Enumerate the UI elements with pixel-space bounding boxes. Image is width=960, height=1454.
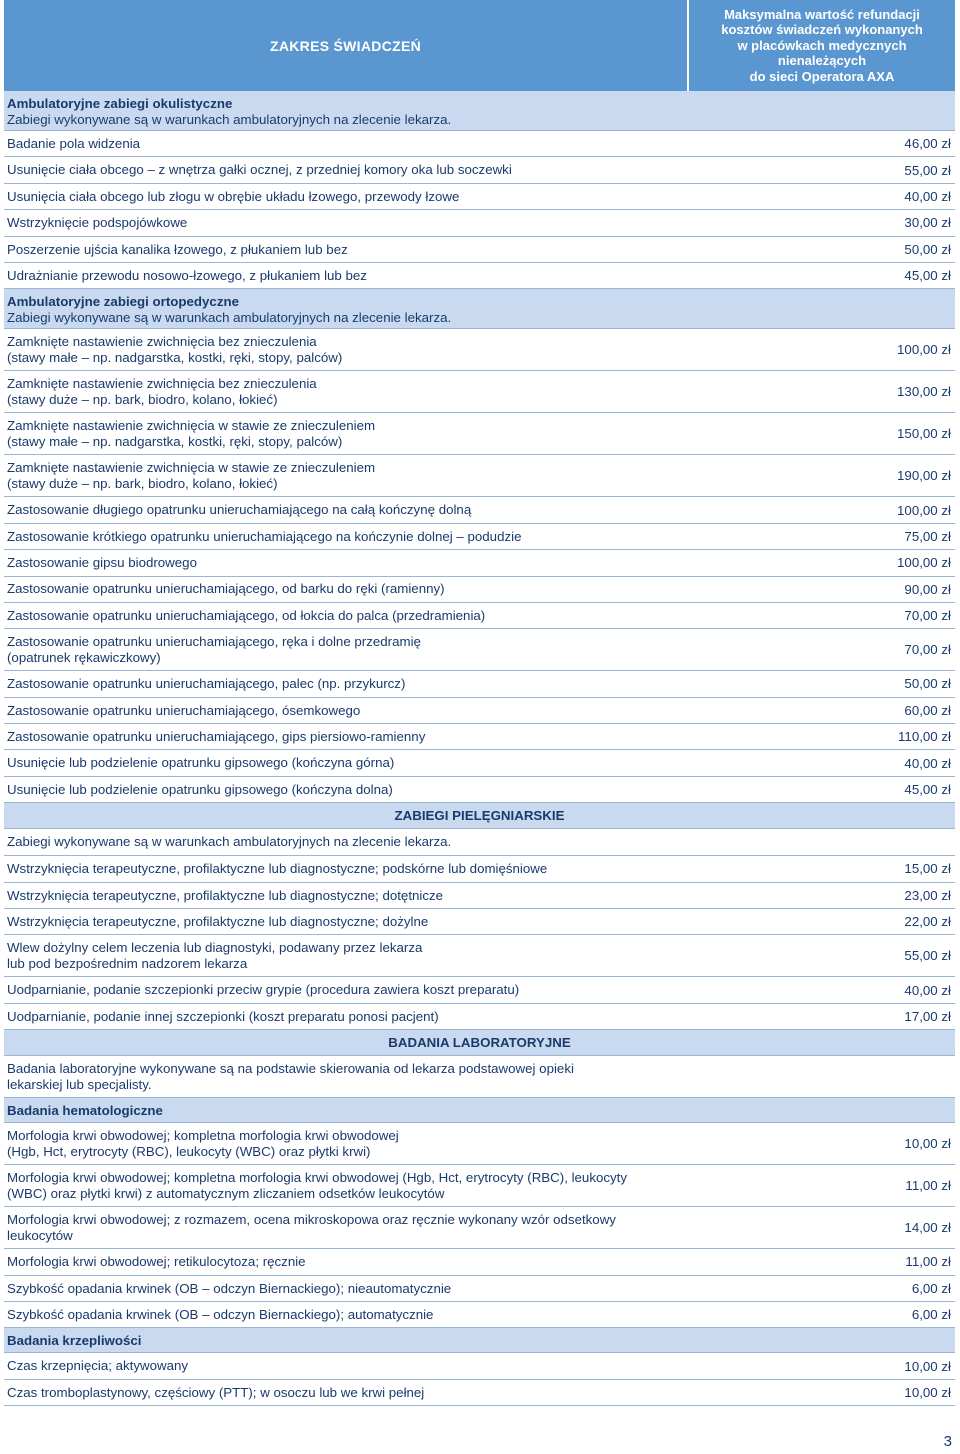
table-header xyxy=(4,0,955,91)
row-name: Usunięcie ciała obcego – z wnętrza gałki ocznej, z przedniej komory oka lub soczewki xyxy=(7,162,512,178)
table-row xyxy=(4,909,955,935)
row-price: 40,00 zł xyxy=(904,755,951,771)
row-name: Zamknięte nastawienie zwichnięcia w stawie ze znieczuleniem (stawy duże – np. bark, biodro, kolano, łokieć) xyxy=(7,460,376,491)
row-price: 70,00 zł xyxy=(904,642,951,658)
table-row xyxy=(4,497,955,523)
row-name: Usunięcia ciała obcego lub złogu w obrębie układu łzowego, przewody łzowe xyxy=(7,188,460,204)
subheader-hematologiczne: Badania hematologiczne xyxy=(4,1098,955,1123)
row-name: Zastosowanie długiego opatrunku unieruchamiającego na całą kończynę dolną xyxy=(7,502,472,518)
row-name: Czas krzepnięcia; aktywowany xyxy=(7,1358,189,1374)
row-name: Uodparnianie, podanie innej szczepionki (koszt preparatu ponosi pacjent) xyxy=(7,1008,439,1024)
table-row xyxy=(4,856,955,882)
page-number: 3 xyxy=(943,1433,952,1450)
row-name: Czas tromboplastynowy, częściowy (PTT); w osoczu lub we krwi pełnej xyxy=(7,1384,425,1400)
row-name: Badanie pola widzenia xyxy=(7,135,141,151)
table-row xyxy=(4,1380,955,1406)
row-price: 46,00 zł xyxy=(904,136,951,152)
header-right-title: Maksymalna wartość refundacji kosztów świadczeń wykonanych w placówkach medycznych nienależących do sieci Operatora AXA xyxy=(689,0,955,91)
row-name: Poszerzenie ujścia kanalika łzowego, z płukaniem lub bez xyxy=(7,241,348,257)
table-row xyxy=(4,371,955,413)
table-row xyxy=(4,629,955,671)
row-name: Morfologia krwi obwodowej; kompletna morfologia krwi obwodowej (Hgb, Hct, erytrocyty (RBC), leukocyty (WBC) oraz płytki krwi) z automatycznym zliczaniem odsetków leukocytów xyxy=(7,1170,628,1201)
row-name: Wstrzyknięcie podspojówkowe xyxy=(7,215,188,231)
note-laboratoryjne: Badania laboratoryjne wykonywane są na podstawie skierowania od lekarza podstawowej opieki lekarskiej lub specjalisty. xyxy=(4,1056,955,1098)
row-name: Uodparnianie, podanie szczepionki przeciw grypie (procedura zawiera koszt preparatu) xyxy=(7,982,520,998)
table-row xyxy=(4,1353,955,1379)
table-row xyxy=(4,671,955,697)
row-price: 55,00 zł xyxy=(904,948,951,964)
ortopedyczne-rows xyxy=(4,329,955,803)
okulistyczne-rows xyxy=(4,131,955,289)
table-row xyxy=(4,1004,955,1030)
table-row xyxy=(4,977,955,1003)
row-name: Wstrzyknięcia terapeutyczne, profilaktyczne lub diagnostyczne; dotętnicze xyxy=(7,887,444,903)
table-row xyxy=(4,1123,955,1165)
row-price: 11,00 zł xyxy=(905,1254,951,1270)
row-price: 50,00 zł xyxy=(904,676,951,692)
row-price: 11,00 zł xyxy=(905,1178,951,1194)
row-name: Wlew dożylny celem leczenia lub diagnostyki, podawany przez lekarza lub pod bezpośrednim nadzorem lekarza xyxy=(7,940,423,971)
krzepliwosci-rows xyxy=(4,1353,955,1406)
row-price: 45,00 zł xyxy=(904,268,951,284)
row-name: Usunięcie lub podzielenie opatrunku gipsowego (kończyna dolna) xyxy=(7,781,393,797)
row-price: 22,00 zł xyxy=(904,914,951,930)
row-name: Zastosowanie opatrunku unieruchamiającego, gips piersiowo-ramienny xyxy=(7,729,426,745)
table-row xyxy=(4,724,955,750)
row-price: 70,00 zł xyxy=(904,608,951,624)
row-name: Zastosowanie opatrunku unieruchamiającego, palec (np. przykurcz) xyxy=(7,676,406,692)
row-name: Wstrzyknięcia terapeutyczne, profilaktyczne lub diagnostyczne; dożylne xyxy=(7,913,429,929)
row-name: Wstrzyknięcia terapeutyczne, profilaktyczne lub diagnostyczne; podskórne lub domięśniowe xyxy=(7,861,548,877)
row-name: Zamknięte nastawienie zwichnięcia bez znieczulenia (stawy duże – np. bark, biodro, kolano, łokieć) xyxy=(7,376,317,407)
row-name: Morfologia krwi obwodowej; retikulocytoza; ręcznie xyxy=(7,1254,306,1270)
row-price: 6,00 zł xyxy=(911,1307,951,1323)
table-row xyxy=(4,1207,955,1249)
section-header-okulistyczne: Ambulatoryjne zabiegi okulistyczne Zabiegi wykonywane są w warunkach ambulatoryjnych na zlecenie lekarza. xyxy=(4,91,955,131)
band-laboratoryjne: BADANIA LABORATORYJNE xyxy=(4,1030,955,1056)
row-price: 40,00 zł xyxy=(904,188,951,204)
row-price: 10,00 zł xyxy=(904,1136,951,1152)
table-row xyxy=(4,750,955,776)
table-row xyxy=(4,263,955,289)
note-pielegniarskie: Zabiegi wykonywane są w warunkach ambulatoryjnych na zlecenie lekarza. xyxy=(4,829,955,856)
row-price: 17,00 zł xyxy=(904,1009,951,1024)
row-price: 90,00 zł xyxy=(904,581,951,597)
row-price: 190,00 zł xyxy=(897,468,951,484)
row-price: 130,00 zł xyxy=(897,384,951,400)
table-row xyxy=(4,210,955,236)
table-row xyxy=(4,603,955,629)
row-price: 55,00 zł xyxy=(904,162,951,178)
table-row xyxy=(4,777,955,803)
table-row xyxy=(4,1249,955,1275)
row-name: Zamknięte nastawienie zwichnięcia w stawie ze znieczuleniem (stawy małe – np. nadgarstka, kostki, ręki, stopy, palców) xyxy=(7,418,376,449)
table-row xyxy=(4,935,955,977)
row-price: 100,00 zł xyxy=(897,342,951,358)
row-price: 15,00 zł xyxy=(904,861,951,877)
table-row xyxy=(4,131,955,157)
row-price: 14,00 zł xyxy=(904,1220,951,1236)
table-row xyxy=(4,1165,955,1207)
row-price: 60,00 zł xyxy=(904,702,951,718)
price-table xyxy=(4,0,955,1406)
table-row xyxy=(4,237,955,263)
table-row xyxy=(4,413,955,455)
row-name: Zastosowanie opatrunku unieruchamiającego, od barku do ręki (ramienny) xyxy=(7,581,445,597)
row-name: Zastosowanie opatrunku unieruchamiającego, ósemkowego xyxy=(7,702,361,718)
table-row xyxy=(4,329,955,371)
table-row xyxy=(4,524,955,550)
row-price: 10,00 zł xyxy=(904,1358,951,1374)
header-left-title: ZAKRES ŚWIADCZEŃ xyxy=(4,0,687,91)
row-price: 40,00 zł xyxy=(904,982,951,998)
row-price: 23,00 zł xyxy=(904,887,951,903)
row-price: 75,00 zł xyxy=(904,528,951,544)
table-row xyxy=(4,184,955,210)
table-row xyxy=(4,1302,955,1328)
row-price: 100,00 zł xyxy=(897,502,951,518)
table-row xyxy=(4,550,955,576)
pielegniarskie-rows xyxy=(4,856,955,1030)
row-price: 150,00 zł xyxy=(897,426,951,442)
section-header-ortopedyczne: Ambulatoryjne zabiegi ortopedyczne Zabiegi wykonywane są w warunkach ambulatoryjnych na zlecenie lekarza. xyxy=(4,289,955,329)
row-price: 6,00 zł xyxy=(911,1280,951,1296)
row-name: Usunięcie lub podzielenie opatrunku gipsowego (kończyna górna) xyxy=(7,755,395,771)
row-name: Zastosowanie krótkiego opatrunku unieruchamiającego na kończynie dolnej – podudzie xyxy=(7,528,522,544)
row-name: Zastosowanie gipsu biodrowego xyxy=(7,555,197,571)
row-name: Morfologia krwi obwodowej; kompletna morfologia krwi obwodowej (Hgb, Hct, erytrocyty (RBC), leukocyty (WBC) oraz płytki krwi) xyxy=(7,1128,399,1159)
row-price: 45,00 zł xyxy=(904,782,951,798)
table-row xyxy=(4,577,955,603)
row-name: Szybkość opadania krwinek (OB – odczyn Biernackiego); nieautomatycznie xyxy=(7,1280,452,1296)
row-price: 110,00 zł xyxy=(898,729,951,745)
band-pielegniarskie: ZABIEGI PIELĘGNIARSKIE xyxy=(4,803,955,829)
row-name: Szybkość opadania krwinek (OB – odczyn Biernackiego); automatycznie xyxy=(7,1306,434,1322)
row-price: 100,00 zł xyxy=(897,555,951,571)
table-row xyxy=(4,883,955,909)
row-price: 10,00 zł xyxy=(904,1384,951,1400)
row-name: Morfologia krwi obwodowej; z rozmazem, ocena mikroskopowa oraz ręcznie wykonany wzór odsetkowy leukocytów xyxy=(7,1212,616,1243)
table-row xyxy=(4,455,955,497)
table-row xyxy=(4,157,955,183)
row-name: Zamknięte nastawienie zwichnięcia bez znieczulenia (stawy małe – np. nadgarstka, kostki, ręki, stopy, palców) xyxy=(7,334,343,365)
row-name: Udrażnianie przewodu nosowo-łzowego, z płukaniem lub bez xyxy=(7,267,367,283)
row-price: 50,00 zł xyxy=(904,241,951,257)
table-row xyxy=(4,698,955,724)
table-row xyxy=(4,1276,955,1302)
row-name: Zastosowanie opatrunku unieruchamiającego, ręka i dolne przedramię (opatrunek rękawiczkowy) xyxy=(7,634,421,665)
row-name: Zastosowanie opatrunku unieruchamiającego, od łokcia do palca (przedramienia) xyxy=(7,607,486,623)
subheader-krzepliwosci: Badania krzepliwości xyxy=(4,1328,955,1353)
hematologiczne-rows xyxy=(4,1123,955,1328)
row-price: 30,00 zł xyxy=(904,215,951,231)
